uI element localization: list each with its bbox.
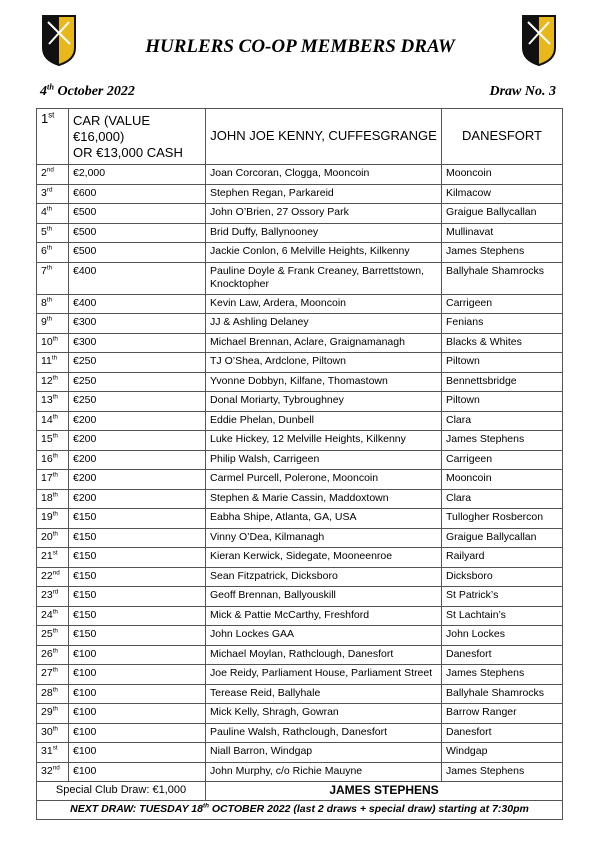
next-draw-row [37, 801, 563, 820]
winner-cell: Luke Hickey, 12 Melville Heights, Kilkenny [206, 431, 442, 451]
club-cell: Ballyhale Shamrocks [442, 684, 563, 704]
winner-cell: Michael Brennan, Aclare, Graignamanagh [206, 333, 442, 353]
prize-cell: €200 [69, 411, 206, 431]
position-cell: 25th [37, 626, 69, 646]
position-cell: 24th [37, 606, 69, 626]
club-cell: Bennettsbridge [442, 372, 563, 392]
position-cell: 29th [37, 704, 69, 724]
prize-cell: €100 [69, 665, 206, 685]
position-cell: 16th [37, 450, 69, 470]
prize-cell: €150 [69, 626, 206, 646]
table-row [37, 243, 563, 263]
club-cell: Mullinavat [442, 223, 563, 243]
table-row [37, 743, 563, 763]
table-row [37, 431, 563, 451]
winner-cell: Terease Reid, Ballyhale [206, 684, 442, 704]
special-draw-label: Special Club Draw: €1,000 [37, 782, 206, 801]
club-cell: Piltown [442, 353, 563, 373]
table-row [37, 353, 563, 373]
table-row [37, 509, 563, 529]
next-draw-notice: NEXT DRAW: TUESDAY 18th OCTOBER 2022 (last 2 draws + special draw) starting at 7:30pm [37, 801, 563, 820]
prize-cell: €200 [69, 489, 206, 509]
winner-cell: Joan Corcoran, Clogga, Mooncoin [206, 165, 442, 185]
prize-cell: €300 [69, 333, 206, 353]
position-cell: 12th [37, 372, 69, 392]
position-cell: 23rd [37, 587, 69, 607]
position-cell: 7th [37, 262, 69, 294]
table-row [37, 411, 563, 431]
prize-cell: €150 [69, 528, 206, 548]
winner-cell: Vinny O’Dea, Kilmanagh [206, 528, 442, 548]
club-cell: Windgap [442, 743, 563, 763]
table-row [37, 528, 563, 548]
club-cell: John Lockes [442, 626, 563, 646]
winner-cell: Niall Barron, Windgap [206, 743, 442, 763]
special-draw-winner: JAMES STEPHENS [206, 782, 563, 801]
position-cell: 13th [37, 392, 69, 412]
winner-cell: Sean Fitzpatrick, Dicksboro [206, 567, 442, 587]
position-cell: 20th [37, 528, 69, 548]
winner-cell: Yvonne Dobbyn, Kilfane, Thomastown [206, 372, 442, 392]
table-row [37, 762, 563, 782]
winner-cell: Donal Moriarty, Tybroughney [206, 392, 442, 412]
prize-cell: €150 [69, 509, 206, 529]
prize-cell: €300 [69, 314, 206, 334]
winner-cell: Stephen Regan, Parkareid [206, 184, 442, 204]
prize-cell: €100 [69, 684, 206, 704]
position-cell: 21st [37, 548, 69, 568]
prize-cell: €500 [69, 243, 206, 263]
club-cell: Railyard [442, 548, 563, 568]
prize-cell: €200 [69, 450, 206, 470]
club-cell: Blacks & Whites [442, 333, 563, 353]
special-draw-row [37, 782, 563, 801]
table-row [37, 223, 563, 243]
position-cell: 11th [37, 353, 69, 373]
winner-cell: John O’Brien, 27 Ossory Park [206, 204, 442, 224]
winner-cell: John Lockes GAA [206, 626, 442, 646]
winner-cell: Geoff Brennan, Ballyouskill [206, 587, 442, 607]
position-cell: 31st [37, 743, 69, 763]
position-cell: 1st [37, 109, 69, 165]
winner-cell: JJ & Ashling Delaney [206, 314, 442, 334]
position-cell: 10th [37, 333, 69, 353]
winner-cell: Pauline Doyle & Frank Creaney, Barrettstown, Knocktopher [206, 262, 442, 294]
position-cell: 4th [37, 204, 69, 224]
position-cell: 9th [37, 314, 69, 334]
winner-cell: Mick Kelly, Shragh, Gowran [206, 704, 442, 724]
club-cell: Dicksboro [442, 567, 563, 587]
position-cell: 5th [37, 223, 69, 243]
position-cell: 3rd [37, 184, 69, 204]
table-row [37, 470, 563, 490]
winner-cell: Brid Duffy, Ballynooney [206, 223, 442, 243]
position-cell: 15th [37, 431, 69, 451]
table-row [37, 489, 563, 509]
prize-cell: €250 [69, 372, 206, 392]
table-row [37, 684, 563, 704]
position-cell: 32nd [37, 762, 69, 782]
prize-cell: €400 [69, 294, 206, 314]
table-row [37, 587, 563, 607]
table-row [37, 262, 563, 294]
prize-cell: €150 [69, 567, 206, 587]
prize-cell: €200 [69, 431, 206, 451]
club-cell: St Patrick’s [442, 587, 563, 607]
winner-cell: Kevin Law, Ardera, Mooncoin [206, 294, 442, 314]
table-row [37, 626, 563, 646]
club-cell: Danesfort [442, 723, 563, 743]
draw-date: 4th October 2022 [40, 82, 135, 99]
club-cell: Barrow Ranger [442, 704, 563, 724]
position-cell: 18th [37, 489, 69, 509]
prize-cell: €100 [69, 645, 206, 665]
club-cell: Mooncoin [442, 165, 563, 185]
table-row [37, 333, 563, 353]
table-row [37, 184, 563, 204]
winner-cell: Jackie Conlon, 6 Melville Heights, Kilkenny [206, 243, 442, 263]
prize-cell: €200 [69, 470, 206, 490]
winner-cell: Joe Reidy, Parliament House, Parliament Street [206, 665, 442, 685]
position-cell: 27th [37, 665, 69, 685]
club-cell: Tullogher Rosbercon [442, 509, 563, 529]
prize-cell: €500 [69, 223, 206, 243]
club-cell: Clara [442, 411, 563, 431]
prize-cell: €100 [69, 704, 206, 724]
position-cell: 19th [37, 509, 69, 529]
club-cell: James Stephens [442, 243, 563, 263]
club-cell: Graigue Ballycallan [442, 528, 563, 548]
winner-cell: Philip Walsh, Carrigeen [206, 450, 442, 470]
results-table [36, 108, 563, 820]
winner-cell: Pauline Walsh, Rathclough, Danesfort [206, 723, 442, 743]
prize-cell: €150 [69, 587, 206, 607]
club-cell: Kilmacow [442, 184, 563, 204]
club-cell: Danesfort [442, 645, 563, 665]
prize-cell: €600 [69, 184, 206, 204]
club-cell: Carrigeen [442, 450, 563, 470]
table-row [37, 665, 563, 685]
table-row [37, 704, 563, 724]
club-cell: Fenians [442, 314, 563, 334]
club-cell: St Lachtain’s [442, 606, 563, 626]
table-row [37, 567, 563, 587]
table-row [37, 372, 563, 392]
position-cell: 8th [37, 294, 69, 314]
prize-cell: €100 [69, 743, 206, 763]
position-cell: 30th [37, 723, 69, 743]
prize-cell: €250 [69, 353, 206, 373]
prize-cell: €100 [69, 723, 206, 743]
winner-cell: Stephen & Marie Cassin, Maddoxtown [206, 489, 442, 509]
table-row [37, 392, 563, 412]
winner-cell: JOHN JOE KENNY, CUFFESGRANGE [206, 109, 442, 165]
club-cell: Graigue Ballycallan [442, 204, 563, 224]
table-row [37, 314, 563, 334]
winner-cell: John Murphy, c/o Richie Mauyne [206, 762, 442, 782]
prize-cell: €150 [69, 606, 206, 626]
table-row [37, 548, 563, 568]
table-row [37, 165, 563, 185]
position-cell: 17th [37, 470, 69, 490]
draw-number: Draw No. 3 [489, 84, 556, 99]
prize-cell: €250 [69, 392, 206, 412]
table-row [37, 450, 563, 470]
position-cell: 6th [37, 243, 69, 263]
club-cell: Piltown [442, 392, 563, 412]
winner-cell: Kieran Kerwick, Sidegate, Mooneenroe [206, 548, 442, 568]
prize-cell: CAR (VALUE €16,000) OR €13,000 CASH [69, 109, 206, 165]
table-row [37, 723, 563, 743]
winner-cell: Michael Moylan, Rathclough, Danesfort [206, 645, 442, 665]
club-cell: Carrigeen [442, 294, 563, 314]
table-row [37, 606, 563, 626]
winner-cell: Eddie Phelan, Dunbell [206, 411, 442, 431]
winner-cell: Carmel Purcell, Polerone, Mooncoin [206, 470, 442, 490]
position-cell: 14th [37, 411, 69, 431]
page-title: HURLERS CO-OP MEMBERS DRAW [145, 36, 455, 57]
position-cell: 26th [37, 645, 69, 665]
club-cell: James Stephens [442, 762, 563, 782]
position-cell: 28th [37, 684, 69, 704]
club-cell: DANESFORT [442, 109, 563, 165]
position-cell: 22nd [37, 567, 69, 587]
first-prize-row [37, 109, 563, 165]
club-cell: James Stephens [442, 665, 563, 685]
prize-cell: €100 [69, 762, 206, 782]
table-row [37, 204, 563, 224]
club-cell: James Stephens [442, 431, 563, 451]
prize-cell: €500 [69, 204, 206, 224]
club-cell: Clara [442, 489, 563, 509]
prize-cell: €150 [69, 548, 206, 568]
position-cell: 2nd [37, 165, 69, 185]
winner-cell: Eabha Shipe, Atlanta, GA, USA [206, 509, 442, 529]
table-row [37, 294, 563, 314]
winner-cell: Mick & Pattie McCarthy, Freshford [206, 606, 442, 626]
table-row [37, 645, 563, 665]
club-cell: Ballyhale Shamrocks [442, 262, 563, 294]
prize-cell: €400 [69, 262, 206, 294]
prize-cell: €2,000 [69, 165, 206, 185]
winner-cell: TJ O’Shea, Ardclone, Piltown [206, 353, 442, 373]
club-cell: Mooncoin [442, 470, 563, 490]
